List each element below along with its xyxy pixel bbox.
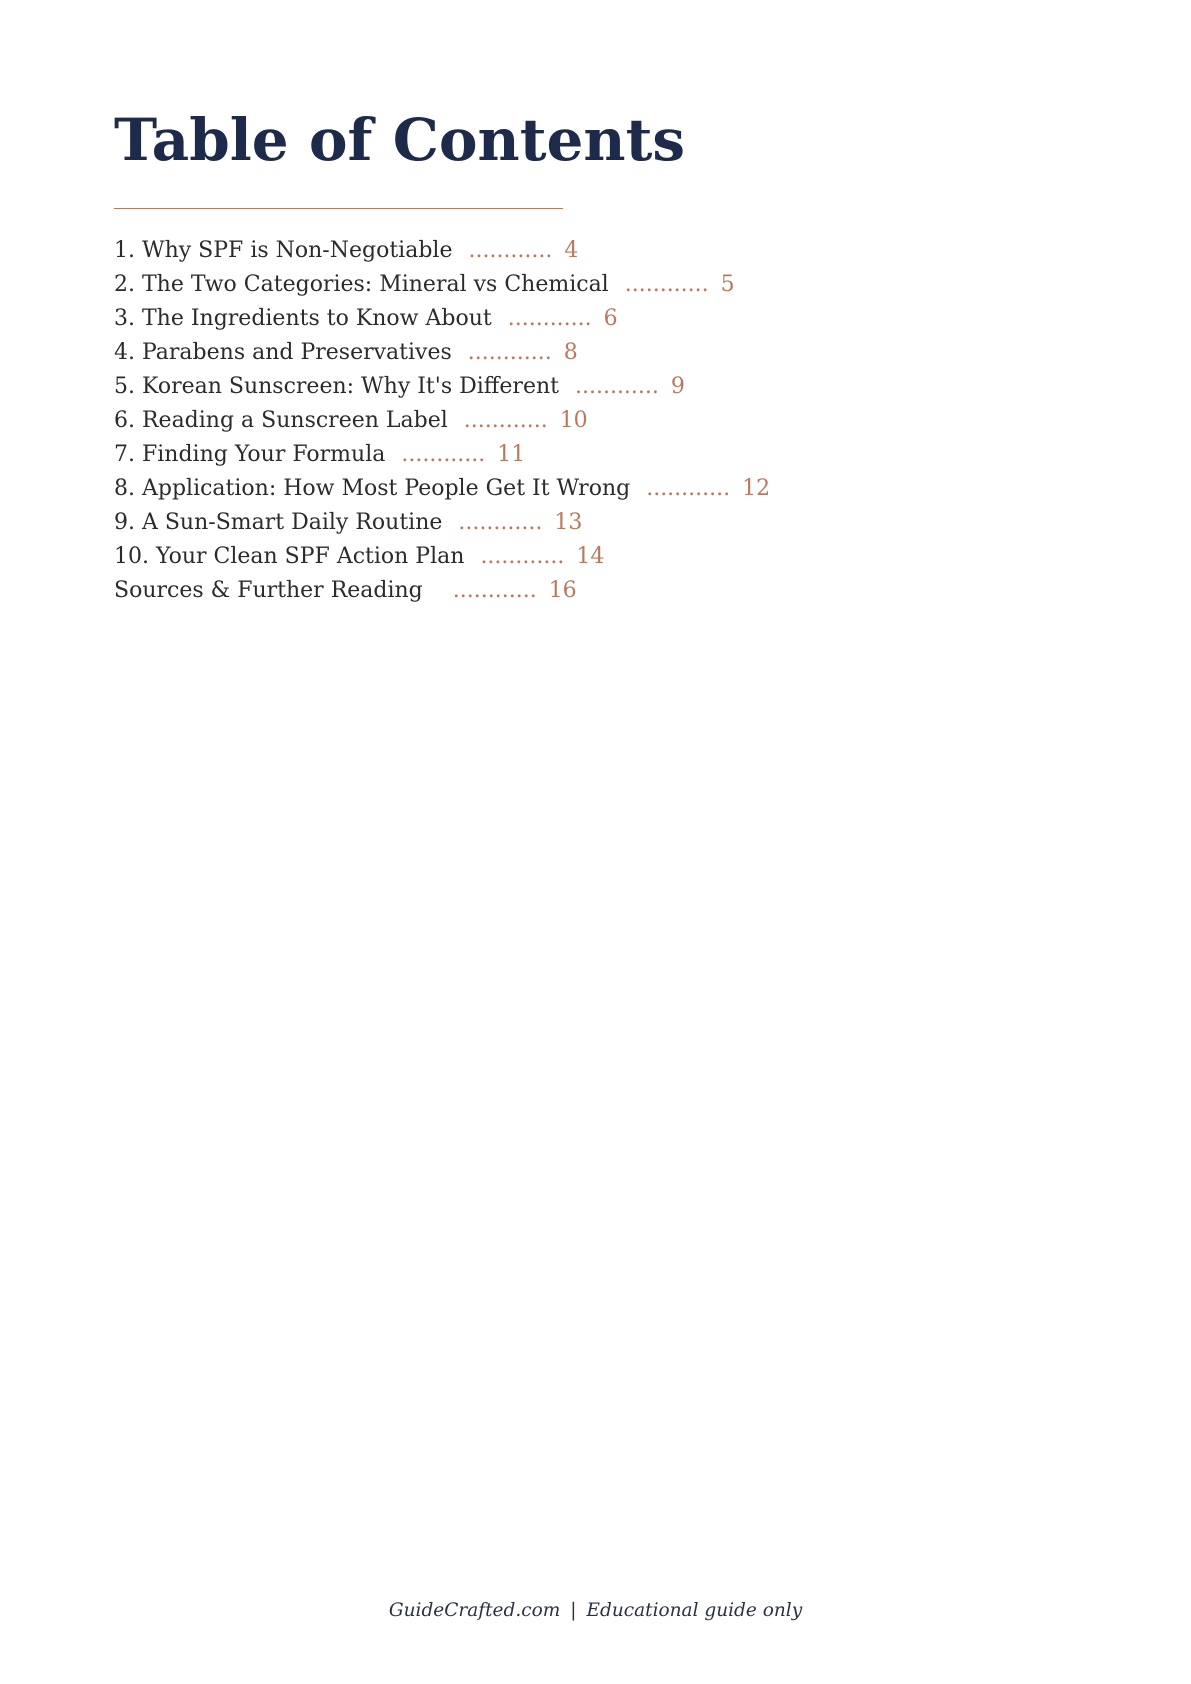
page-title: Table of Contents <box>114 106 686 174</box>
toc-dot-leader: ............ <box>463 408 548 433</box>
toc-entry[interactable] <box>114 540 770 574</box>
toc-entry-title: 3. The Ingredients to Know About <box>114 306 492 331</box>
toc-dot-leader: ............ <box>452 578 537 603</box>
toc-dot-leader: ............ <box>624 272 709 297</box>
toc-entry-title: 10. Your Clean SPF Action Plan <box>114 544 465 569</box>
toc-entry[interactable] <box>114 506 770 540</box>
toc-dot-leader: ............ <box>401 442 486 467</box>
toc-entry-sources[interactable] <box>114 574 770 608</box>
page-footer <box>0 1600 1191 1621</box>
toc-page-number: 14 <box>576 544 605 569</box>
toc-dot-leader: ............ <box>646 476 731 501</box>
toc-entry[interactable] <box>114 472 770 506</box>
toc-entry-title: 4. Parabens and Preservatives <box>114 340 452 365</box>
toc-entry-title: 1. Why SPF is Non-Negotiable <box>114 238 453 263</box>
toc-page-number: 4 <box>564 238 579 263</box>
toc-entry[interactable] <box>114 302 770 336</box>
toc-dot-leader: ............ <box>480 544 565 569</box>
toc-dot-leader: ............ <box>458 510 543 535</box>
toc-entry[interactable] <box>114 404 770 438</box>
toc-page-number: 8 <box>563 340 578 365</box>
toc-entry-title: 5. Korean Sunscreen: Why It's Different <box>114 374 559 399</box>
toc-entry[interactable] <box>114 438 770 472</box>
toc-page-number: 12 <box>742 476 771 501</box>
toc-dot-leader: ............ <box>574 374 659 399</box>
toc-entry-title: Sources & Further Reading <box>114 578 423 603</box>
toc-dot-leader: ............ <box>468 238 553 263</box>
footer-note: Educational guide only <box>586 1600 803 1621</box>
toc-entry-title: 2. The Two Categories: Mineral vs Chemical <box>114 272 609 297</box>
toc-entry[interactable] <box>114 336 770 370</box>
toc-page-number: 16 <box>548 578 577 603</box>
footer-site: GuideCrafted.com <box>388 1600 561 1621</box>
toc-page-number: 11 <box>497 442 526 467</box>
toc-entry-title: 9. A Sun-Smart Daily Routine <box>114 510 443 535</box>
footer-separator: | <box>570 1600 577 1621</box>
toc-entry-title: 7. Finding Your Formula <box>114 442 386 467</box>
toc-entry[interactable] <box>114 370 770 404</box>
toc-entry-title: 8. Application: How Most People Get It Wrong <box>114 476 631 501</box>
title-divider <box>114 208 563 209</box>
toc-dot-leader: ............ <box>467 340 552 365</box>
toc-page-number: 10 <box>559 408 588 433</box>
toc-page-number: 13 <box>554 510 583 535</box>
toc-page-number: 5 <box>720 272 735 297</box>
toc-page-number: 9 <box>670 374 685 399</box>
toc-dot-leader: ............ <box>507 306 592 331</box>
toc-list <box>114 234 770 608</box>
toc-page-number: 6 <box>603 306 618 331</box>
toc-entry[interactable] <box>114 234 770 268</box>
toc-entry-title: 6. Reading a Sunscreen Label <box>114 408 448 433</box>
toc-entry[interactable] <box>114 268 770 302</box>
